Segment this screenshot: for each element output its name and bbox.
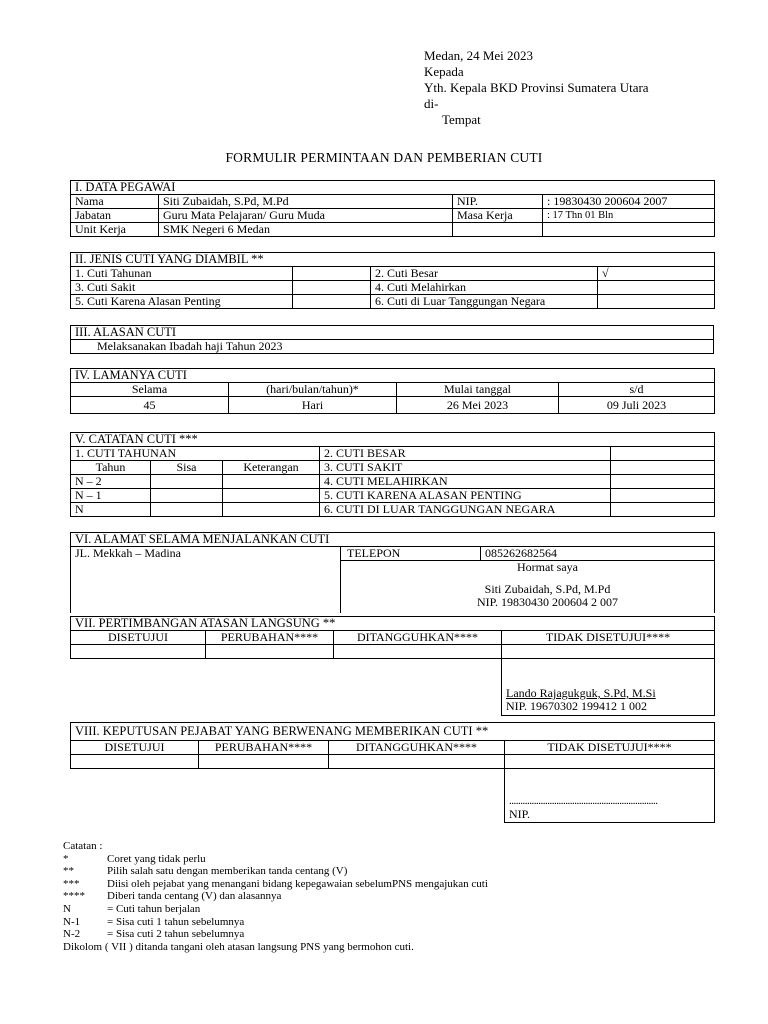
leave-record-item: 2. CUTI BESAR: [320, 447, 611, 461]
note-value: Diberi tanda centang (V) dan alasannya: [107, 890, 282, 903]
address-value: JL. Mekkah – Madina: [71, 547, 341, 614]
telepon-value: 085262682564: [481, 547, 715, 561]
empty-cell: [502, 645, 715, 659]
note-key: N: [63, 902, 71, 915]
notes-title: Catatan :: [63, 840, 103, 852]
leave-check: [293, 295, 371, 309]
annual-leave-title: 1. CUTI TAHUNAN: [71, 447, 320, 461]
recipient: Yth. Kepala BKD Provinsi Sumatera Utara: [424, 80, 649, 95]
col-header: TIDAK DISETUJUI****: [502, 631, 715, 645]
official-signature: [505, 769, 715, 823]
note-key: N-1: [63, 915, 81, 928]
empty-cell: [611, 489, 715, 503]
section-heading: VI. ALAMAT SELAMA MENJALANKAN CUTI: [71, 533, 715, 547]
note-key: N-2: [63, 928, 81, 941]
signer-name: Siti Zubaidah, S.Pd, M.Pd: [484, 582, 611, 596]
leave-type: 2. Cuti Besar: [371, 267, 598, 281]
leave-type: 4. Cuti Melahirkan: [371, 281, 598, 295]
end-date: 09 Juli 2023: [559, 397, 715, 414]
section-alasan-cuti: [70, 325, 714, 354]
section-heading: VIII. KEPUTUSAN PEJABAT YANG BERWENANG MEMBERIKAN CUTI **: [71, 723, 715, 741]
leave-record-item: 5. CUTI KARENA ALASAN PENTING: [320, 489, 611, 503]
value-masa-kerja: : 17 Thn 01 Bln: [543, 209, 715, 223]
label-unit-kerja: Unit Kerja: [71, 223, 159, 237]
empty-cell: [611, 475, 715, 489]
note-item: [63, 928, 488, 941]
year-label: N – 1: [71, 489, 151, 503]
note-item: [63, 853, 488, 866]
place-date: Medan, 24 Mei 2023: [424, 48, 534, 63]
leave-reason: Melaksanakan Ibadah haji Tahun 2023: [71, 340, 714, 354]
empty-cell: [611, 447, 715, 461]
section-atasan-langsung: [70, 616, 715, 716]
value-unit-kerja: SMK Negeri 6 Medan: [159, 223, 453, 237]
col-header: (hari/bulan/tahun)*: [229, 383, 397, 397]
telepon-label: TELEPON: [341, 547, 481, 561]
col-header: Mulai tanggal: [397, 383, 559, 397]
supervisor-nip: NIP. 19670302 199412 1 002: [506, 699, 648, 713]
leave-type: 5. Cuti Karena Alasan Penting: [71, 295, 293, 309]
notes-footer: Dikolom ( VII ) ditanda tangani oleh atasan langsung PNS yang bermohon cuti.: [63, 940, 414, 953]
signer-nip: NIP. 19830430 200604 2 007: [476, 595, 618, 609]
tempat-label: Tempat: [442, 112, 481, 127]
label-masa-kerja: Masa Kerja: [453, 209, 543, 223]
hormat-saya: Hormat saya: [517, 560, 578, 574]
leave-record-item: 3. CUTI SAKIT: [320, 461, 611, 475]
section-heading: IV. LAMANYA CUTI: [71, 369, 715, 383]
empty-cell: [199, 755, 329, 769]
empty-cell: [329, 755, 505, 769]
empty-cell: [334, 645, 502, 659]
empty-cell: [151, 475, 223, 489]
form-title: FORMULIR PERMINTAAN DAN PEMBERIAN CUTI: [225, 150, 543, 165]
section-lamanya-cuti: [70, 368, 715, 414]
col-header: DISETUJUI: [71, 631, 206, 645]
empty-cell: [71, 645, 206, 659]
leave-check: [293, 267, 371, 281]
leave-type: 6. Cuti di Luar Tanggungan Negara: [371, 295, 598, 309]
section-heading: I. DATA PEGAWAI: [71, 181, 715, 195]
leave-check: √: [598, 267, 715, 281]
empty-cell: [543, 223, 715, 237]
label-jabatan: Jabatan: [71, 209, 159, 223]
section-heading: II. JENIS CUTI YANG DIAMBIL **: [71, 253, 715, 267]
section-alamat: [70, 532, 715, 613]
empty-cell: [151, 503, 223, 517]
value-nama: Siti Zubaidah, S.Pd, M.Pd: [159, 195, 453, 209]
section-heading: III. ALASAN CUTI: [71, 326, 714, 340]
duration-unit: Hari: [229, 397, 397, 414]
note-item: [63, 865, 488, 878]
label-nama: Nama: [71, 195, 159, 209]
leave-check: [598, 281, 715, 295]
note-item: [63, 890, 488, 903]
empty-area: [71, 659, 502, 716]
note-key: *: [63, 852, 69, 865]
notes-block: [63, 840, 488, 953]
note-key: ****: [63, 890, 85, 903]
signature-line: ..................................................................: [509, 795, 658, 807]
official-nip: NIP.: [509, 807, 531, 821]
leave-record-item: 4. CUTI MELAHIRKAN: [320, 475, 611, 489]
empty-cell: [611, 461, 715, 475]
col-header: Keterangan: [223, 461, 320, 475]
col-header: TIDAK DISETUJUI****: [505, 741, 715, 755]
supervisor-name: Lando Rajagukguk, S.Pd, M.Si: [506, 686, 656, 700]
empty-cell: [151, 489, 223, 503]
col-header: DITANGGUHKAN****: [329, 741, 505, 755]
col-header: s/d: [559, 383, 715, 397]
empty-cell: [206, 645, 334, 659]
di-label: di-: [424, 96, 439, 111]
col-header: DISETUJUI: [71, 741, 199, 755]
signature-area: [341, 561, 715, 614]
note-item: [63, 878, 488, 891]
note-item: [63, 916, 488, 929]
section-data-pegawai: [70, 180, 715, 237]
empty-cell: [611, 503, 715, 517]
value-jabatan: Guru Mata Pelajaran/ Guru Muda: [159, 209, 453, 223]
col-header: DITANGGUHKAN****: [334, 631, 502, 645]
kepada-label: Kepada: [424, 64, 464, 79]
note-key: ***: [63, 877, 80, 890]
leave-type: 1. Cuti Tahunan: [71, 267, 293, 281]
addressee-block: [424, 48, 649, 128]
leave-check: [293, 281, 371, 295]
empty-cell: [223, 475, 320, 489]
label-nip: NIP.: [453, 195, 543, 209]
note-key: **: [63, 865, 74, 878]
empty-area: [71, 769, 505, 823]
empty-cell: [453, 223, 543, 237]
note-value: Pilih salah satu dengan memberikan tanda centang (V): [107, 865, 348, 878]
empty-cell: [505, 755, 715, 769]
note-value: Diisi oleh pejabat yang menangani bidang kepegawaian sebelumPNS mengajukan cuti: [107, 877, 488, 890]
empty-cell: [223, 489, 320, 503]
section-catatan-cuti: [70, 432, 715, 517]
note-item: [63, 903, 488, 916]
supervisor-signature: [502, 659, 715, 716]
leave-check: [598, 295, 715, 309]
start-date: 26 Mei 2023: [397, 397, 559, 414]
year-label: N – 2: [71, 475, 151, 489]
section-heading: V. CATATAN CUTI ***: [71, 433, 715, 447]
leave-type: 3. Cuti Sakit: [71, 281, 293, 295]
note-value: = Cuti tahun berjalan: [107, 902, 201, 915]
col-header: PERUBAHAN****: [206, 631, 334, 645]
empty-cell: [71, 755, 199, 769]
col-header: Sisa: [151, 461, 223, 475]
year-label: N: [71, 503, 151, 517]
section-jenis-cuti: [70, 252, 715, 309]
empty-cell: [223, 503, 320, 517]
leave-record-item: 6. CUTI DI LUAR TANGGUNGAN NEGARA: [320, 503, 611, 517]
col-header: Tahun: [71, 461, 151, 475]
note-value: Coret yang tidak perlu: [107, 852, 206, 865]
col-header: Selama: [71, 383, 229, 397]
note-value: = Sisa cuti 1 tahun sebelumnya: [107, 915, 245, 928]
section-keputusan-pejabat: [70, 722, 715, 823]
duration-value: 45: [71, 397, 229, 414]
value-nip: : 19830430 200604 2007: [543, 195, 715, 209]
section-heading: VII. PERTIMBANGAN ATASAN LANGSUNG **: [71, 617, 715, 631]
note-value: = Sisa cuti 2 tahun sebelumnya: [107, 928, 245, 941]
col-header: PERUBAHAN****: [199, 741, 329, 755]
